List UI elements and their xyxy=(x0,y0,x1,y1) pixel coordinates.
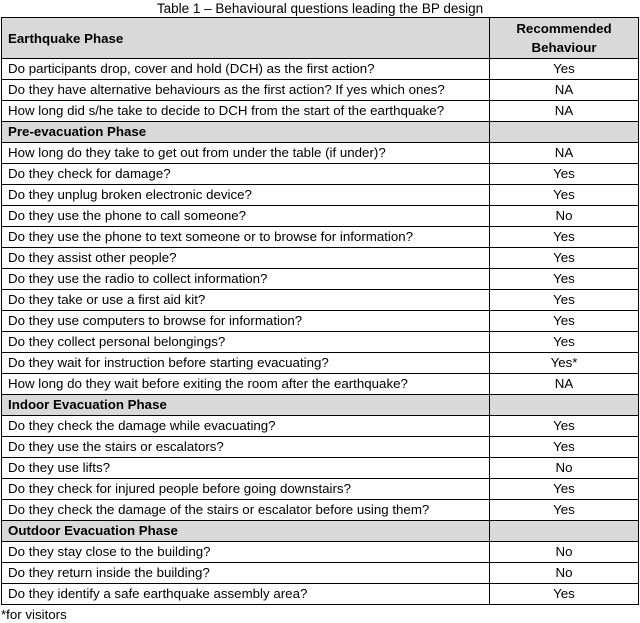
phase-label: Indoor Evacuation Phase xyxy=(2,395,490,416)
behaviour-table xyxy=(1,17,639,605)
table-row xyxy=(2,584,639,605)
question-cell: Do they unplug broken electronic device? xyxy=(2,185,490,206)
question-cell: Do they identify a safe earthquake assembly area? xyxy=(2,584,490,605)
question-cell: How long did s/he take to decide to DCH from the start of the earthquake? xyxy=(2,101,490,122)
table-row xyxy=(2,563,639,584)
table-row xyxy=(2,458,639,479)
recommended-cell: No xyxy=(490,563,639,584)
phase-label: Pre-evacuation Phase xyxy=(2,122,490,143)
recommended-cell: Yes xyxy=(490,332,639,353)
phase-empty-cell xyxy=(490,395,639,416)
header-phase: Earthquake Phase xyxy=(2,18,490,59)
table-row xyxy=(2,542,639,563)
question-cell: How long do they take to get out from under the table (if under)? xyxy=(2,143,490,164)
table-row xyxy=(2,479,639,500)
footnote: *for visitors xyxy=(1,607,67,622)
table-row xyxy=(2,227,639,248)
recommended-cell: Yes xyxy=(490,500,639,521)
question-cell: Do they stay close to the building? xyxy=(2,542,490,563)
table-row xyxy=(2,164,639,185)
recommended-cell: NA xyxy=(490,143,639,164)
question-cell: Do they return inside the building? xyxy=(2,563,490,584)
header-recommended-behaviour xyxy=(490,18,639,59)
question-cell: How long do they wait before exiting the room after the earthquake? xyxy=(2,374,490,395)
question-cell: Do they have alternative behaviours as the first action? If yes which ones? xyxy=(2,80,490,101)
table-row xyxy=(2,143,639,164)
table-row xyxy=(2,80,639,101)
question-cell: Do they check for damage? xyxy=(2,164,490,185)
question-cell: Do they take or use a first aid kit? xyxy=(2,290,490,311)
question-cell: Do they check for injured people before going downstairs? xyxy=(2,479,490,500)
recommended-cell: NA xyxy=(490,374,639,395)
recommended-cell: NA xyxy=(490,101,639,122)
table-header-row xyxy=(2,18,639,59)
phase-label: Outdoor Evacuation Phase xyxy=(2,521,490,542)
recommended-cell: No xyxy=(490,458,639,479)
recommended-cell: Yes xyxy=(490,269,639,290)
phase-row xyxy=(2,122,639,143)
table-row xyxy=(2,353,639,374)
recommended-cell: Yes xyxy=(490,584,639,605)
recommended-cell: Yes xyxy=(490,437,639,458)
phase-empty-cell xyxy=(490,122,639,143)
question-cell: Do they wait for instruction before starting evacuating? xyxy=(2,353,490,374)
question-cell: Do they check the damage while evacuating? xyxy=(2,416,490,437)
question-cell: Do they check the damage of the stairs or escalator before using them? xyxy=(2,500,490,521)
table-row xyxy=(2,101,639,122)
phase-row xyxy=(2,395,639,416)
recommended-cell: Yes xyxy=(490,311,639,332)
table-row xyxy=(2,416,639,437)
recommended-cell: Yes xyxy=(490,248,639,269)
question-cell: Do they use the stairs or escalators? xyxy=(2,437,490,458)
question-cell: Do they use computers to browse for information? xyxy=(2,311,490,332)
question-cell: Do participants drop, cover and hold (DCH) as the first action? xyxy=(2,59,490,80)
recommended-cell: Yes xyxy=(490,416,639,437)
table-row xyxy=(2,437,639,458)
header-line1: Recommended xyxy=(516,21,612,36)
table-row xyxy=(2,59,639,80)
question-cell: Do they use the radio to collect information? xyxy=(2,269,490,290)
recommended-cell: No xyxy=(490,206,639,227)
table-row xyxy=(2,248,639,269)
recommended-cell: Yes xyxy=(490,290,639,311)
question-cell: Do they assist other people? xyxy=(2,248,490,269)
recommended-cell: NA xyxy=(490,80,639,101)
question-cell: Do they use lifts? xyxy=(2,458,490,479)
table-caption: Table 1 – Behavioural questions leading the BP design xyxy=(156,1,484,16)
table-row xyxy=(2,374,639,395)
table-row xyxy=(2,311,639,332)
question-cell: Do they use the phone to call someone? xyxy=(2,206,490,227)
recommended-cell: Yes xyxy=(490,479,639,500)
table-row xyxy=(2,185,639,206)
table-row xyxy=(2,332,639,353)
table-row xyxy=(2,290,639,311)
recommended-cell: Yes xyxy=(490,59,639,80)
table-row xyxy=(2,206,639,227)
recommended-cell: No xyxy=(490,542,639,563)
question-cell: Do they use the phone to text someone or to browse for information? xyxy=(2,227,490,248)
phase-empty-cell xyxy=(490,521,639,542)
recommended-cell: Yes xyxy=(490,185,639,206)
phase-row xyxy=(2,521,639,542)
recommended-cell: Yes xyxy=(490,227,639,248)
question-cell: Do they collect personal belongings? xyxy=(2,332,490,353)
recommended-cell: Yes xyxy=(490,164,639,185)
table-row xyxy=(2,269,639,290)
recommended-cell: Yes* xyxy=(490,353,639,374)
table-row xyxy=(2,500,639,521)
header-line2: Behaviour xyxy=(531,40,597,55)
